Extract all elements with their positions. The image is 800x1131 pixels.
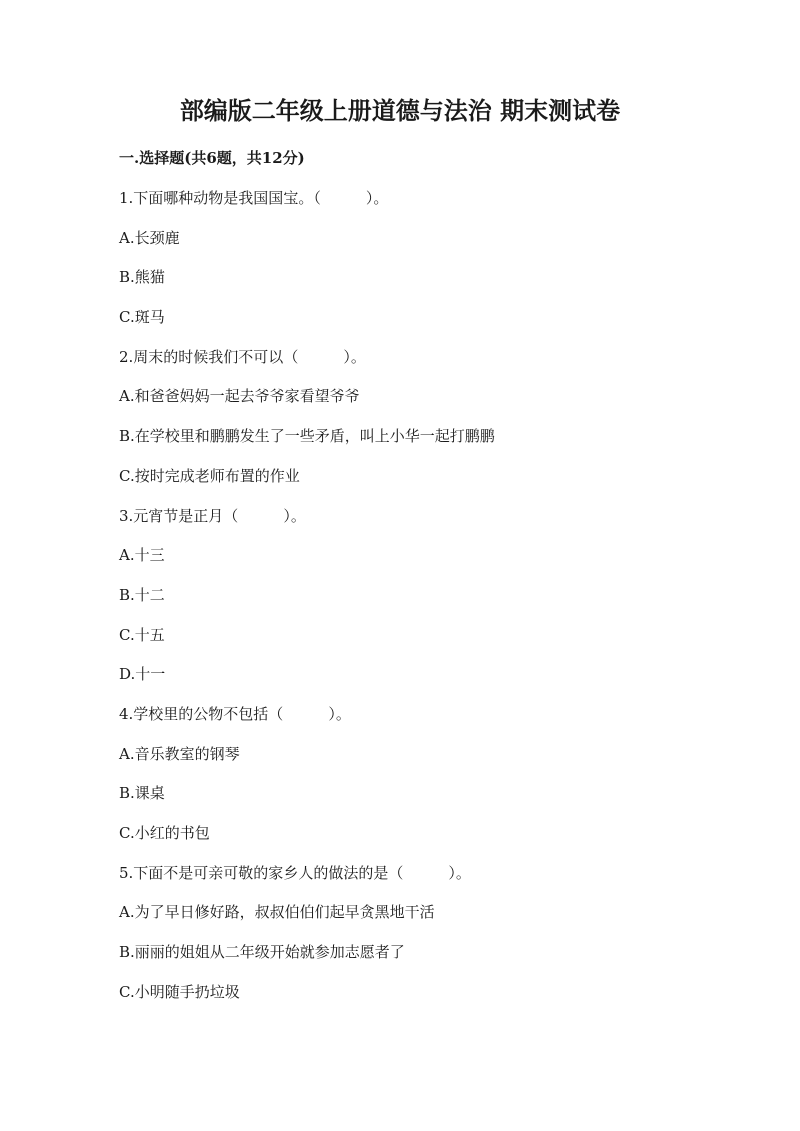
question-1-option-b: B.熊猫 [119, 268, 165, 287]
question-5-option-b: B.丽丽的姐姐从二年级开始就参加志愿者了 [119, 943, 405, 962]
question-3-option-d: D.十一 [119, 665, 166, 684]
question-2-option-c: C.按时完成老师布置的作业 [119, 466, 300, 485]
question-3-option-a: A.十三 [119, 546, 165, 565]
question-1-option-a: A.长颈鹿 [119, 228, 180, 247]
question-list [119, 186, 759, 1019]
question-2: 2.周末的时候我们不可以（ ）。 [119, 347, 366, 366]
page-title: 部编版二年级上册道德与法治 期末测试卷 [179, 96, 621, 125]
question-5: 5.下面不是可亲可敬的家乡人的做法的是（ ）。 [119, 863, 471, 882]
question-3: 3.元宵节是正月（ ）。 [119, 506, 306, 525]
question-2-option-a: A.和爸爸妈妈一起去爷爷家看望爷爷 [119, 387, 360, 406]
question-3-option-c: C.十五 [119, 625, 165, 644]
question-2-option-b: B.在学校里和鹏鹏发生了一些矛盾，叫上小华一起打鹏鹏 [119, 427, 495, 446]
question-1: 1.下面哪种动物是我国国宝。（ ）。 [119, 189, 389, 207]
section-heading: 一.选择题(共6题，共12分) [119, 149, 305, 167]
question-4: 4.学校里的公物不包括（ ）。 [119, 704, 351, 723]
question-4-option-b: B.课桌 [119, 784, 165, 803]
question-4-option-a: A.音乐教室的钢琴 [119, 744, 240, 763]
question-5-option-c: C.小明随手扔垃圾 [119, 982, 240, 1001]
question-3-option-b: B.十二 [119, 585, 165, 604]
question-1-option-c: C.斑马 [119, 308, 165, 327]
question-4-option-c: C.小红的书包 [119, 824, 210, 842]
question-5-option-a: A.为了早日修好路，叔叔伯伯们起早贪黑地干活 [119, 903, 435, 922]
